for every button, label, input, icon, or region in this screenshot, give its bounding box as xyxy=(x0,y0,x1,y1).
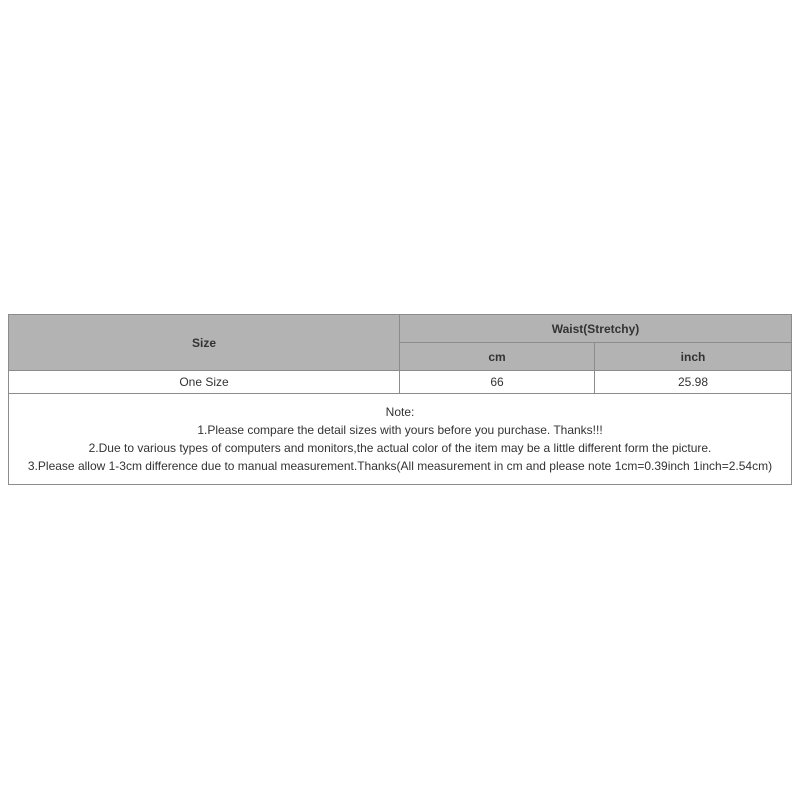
size-chart-table xyxy=(8,314,792,485)
waist-header: Waist(Stretchy) xyxy=(400,315,792,343)
cm-cell: 66 xyxy=(400,371,595,394)
note-block xyxy=(9,394,792,485)
size-header: Size xyxy=(9,315,400,371)
cm-header: cm xyxy=(400,343,595,371)
note-line-3: 3.Please allow 1-3cm difference due to manual measurement.Thanks(All measurement in cm and please note 1cm=0.39inch 1inch=2.54cm) xyxy=(27,459,773,473)
note-title: Note: xyxy=(385,405,415,419)
note-line-1: 1.Please compare the detail sizes with yours before you purchase. Thanks!!! xyxy=(197,423,603,437)
table-row xyxy=(9,371,792,394)
inch-cell: 25.98 xyxy=(595,371,792,394)
size-cell: One Size xyxy=(9,371,400,394)
inch-header: inch xyxy=(595,343,792,371)
note-line-2: 2.Due to various types of computers and monitors,the actual color of the item may be a little different form the picture. xyxy=(88,441,712,455)
